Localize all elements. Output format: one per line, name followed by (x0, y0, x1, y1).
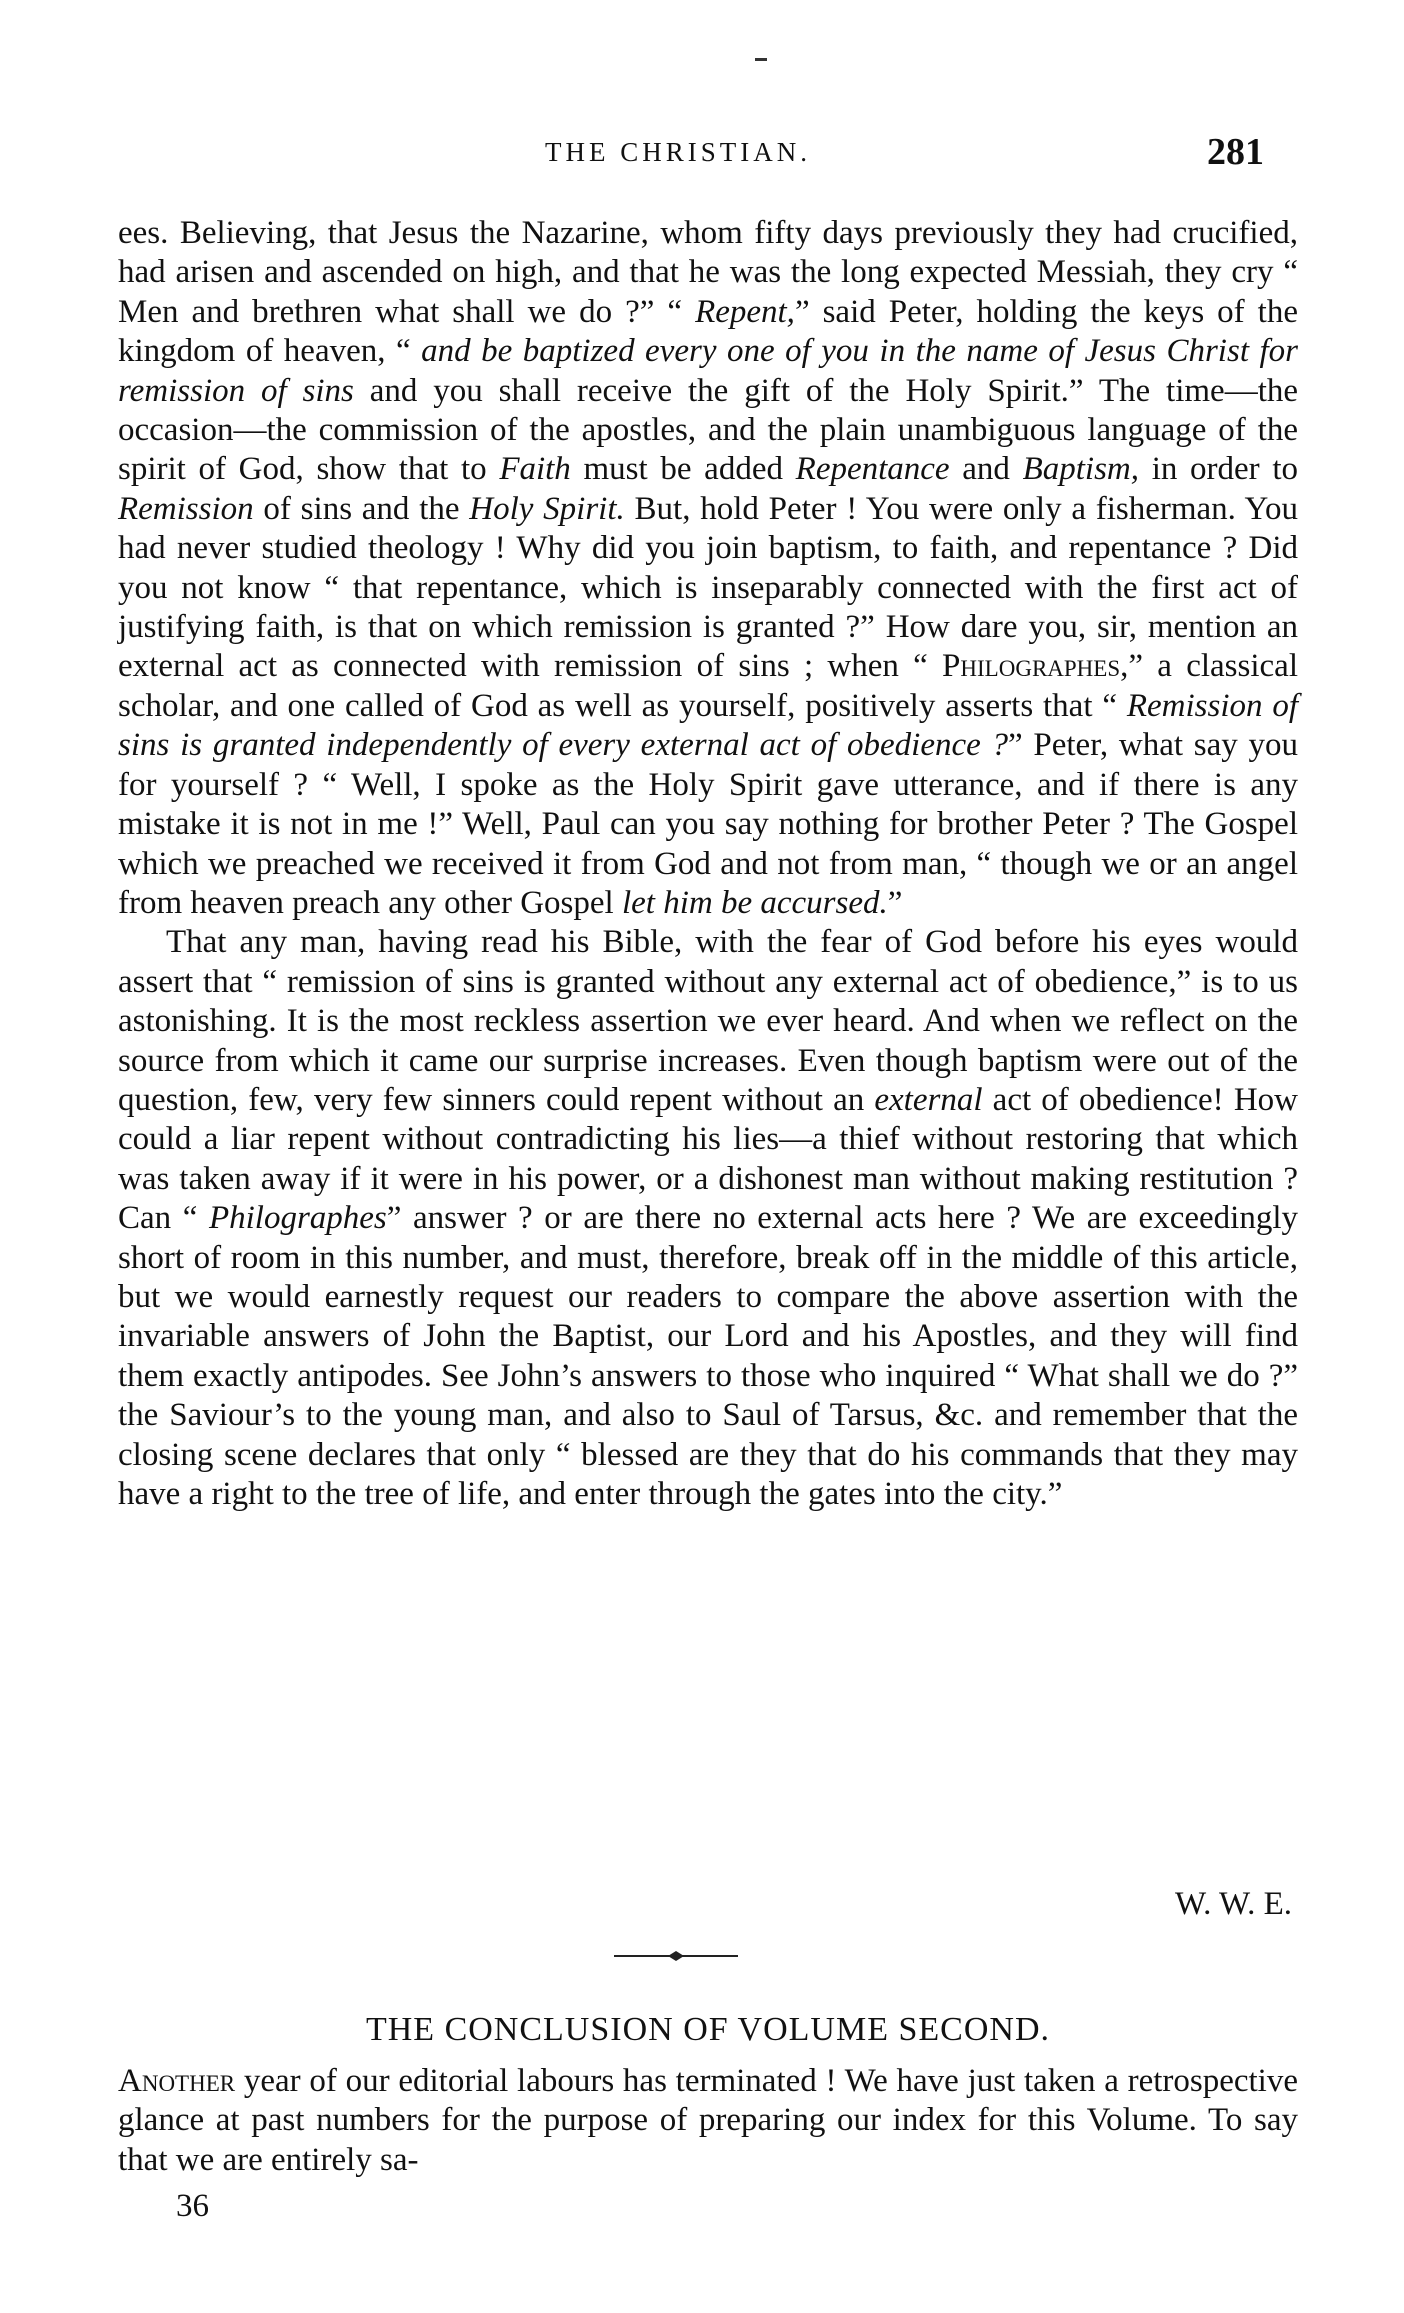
italic-run: Remission (118, 490, 254, 527)
text-run: and you shall receive the gift of the Holy Spirit.” The time—the occasion—the commission of the apostles, and the plain unambiguous language of the spirit of God, show that to (118, 372, 1299, 488)
italic-run: external (874, 1081, 983, 1118)
italic-run: Baptism, (1022, 451, 1140, 488)
text-run: of sins and the (253, 490, 470, 527)
text-run: and (949, 451, 1023, 488)
section-divider (612, 1946, 740, 1966)
article-paragraph-1 (118, 214, 1298, 923)
text-run: ” a classical scholar, and one called of God as well as yourself, positively asserts that “ (118, 648, 1298, 724)
conclusion-body (118, 2062, 1298, 2180)
italic-run: and be baptized every one of you in the name of Jesus Christ for remission of sins (118, 333, 1298, 409)
article-body (118, 214, 1298, 1514)
text-run: ees. Believing, that Jesus the Nazarine, whom fifty days previously they had crucified, had arisen and ascended on high, and that he was the long expected Messiah, they cry “ Men and brethren what shall we do ?” “ (118, 215, 1298, 330)
text-run: ” answer ? or are there no external acts here ? We are exceedingly short of room in this number, and must, therefore, break off in the middle of this article, but we would earnestly request our readers to compare the above assertion with the invariable answers of John the Baptist, our Lord and his Apostles, and they will find them exactly antipodes. See John’s answers to those who inquired “ What shall we do ?” the Saviour’s to the young man, and also to Saul of Tarsus, &c. and remember that the closing scene declares that only “ blessed are they that do his commands that they may have a right to the tree of life, and enter through the gates into the city.” (118, 1200, 1298, 1512)
section-title: THE CONCLUSION OF VOLUME SECOND. (365, 2011, 1050, 2048)
italic-run: Repentance (795, 451, 950, 488)
italic-run: Repent, (695, 293, 795, 330)
text-run: in order to (1139, 451, 1299, 488)
text-run: ” said Peter, holding the keys of the kingdom of heaven, “ (118, 293, 1298, 370)
article-paragraph-2 (118, 923, 1298, 1514)
text-run: That any man, having read his Bible, with the fear of God before his eyes would assert that “ remission of sins is granted without any external act of obedience,” is to us astonishing. It is the most reckless assertion we ever heard. And when we reflect on the source from which it came our surprise increases. Even though baptism were out of the question, few, very few sinners could repent without an (118, 924, 1298, 1118)
text-run: ” (887, 884, 903, 921)
italic-run: Philographes (208, 1200, 387, 1237)
signature-mark: 36 (176, 2188, 209, 2224)
small-caps-run: Philographes, (942, 648, 1129, 685)
conclusion-paragraph (118, 2062, 1298, 2180)
author-signature: W. W. E. (1174, 1886, 1292, 1922)
print-mark (755, 58, 767, 61)
text-run: must be added (570, 451, 796, 488)
text-run: act of obedience! How could a liar repent without contradicting his lies—a thief without restoring that which was taken away if it were in his power, or a dishonest man without making restitution ? Can “ (118, 1081, 1298, 1237)
italic-run: let him be accursed. (621, 884, 888, 921)
italic-run: Remission of sins is granted independently of every external act of obedience ? (118, 687, 1298, 764)
lead-word: Another (118, 2063, 236, 2099)
running-title: THE CHRISTIAN. (545, 137, 811, 167)
text-run: ” Peter, what say you for yourself ? “ Well, I spoke as the Holy Spirit gave utterance, and if there is any mistake it is not in me !” Well, Paul can you say nothing for brother Peter ? The Gospel which we preached we received it from God and not from man, “ though we or an angel from heaven preach any other Gospel (118, 727, 1298, 921)
page-number: 281 (1207, 131, 1264, 173)
italic-run: Faith (499, 451, 571, 488)
text-run: But, hold Peter ! You were only a fisherman. You had never studied theology ! Why did you join baptism, to faith, and repentance ? Did you not know “ that repentance, which is inseparably connected with the first act of justifying faith, is that on which remission is granted ?” How dare you, sir, mention an external act as connected with remission of sins ; when “ (118, 490, 1298, 685)
text-run: year of our editorial labours has terminated ! We have just taken a retrospective glance at past numbers for the purpose of preparing our index for this Volume. To say that we are entirely sa- (118, 2063, 1298, 2178)
running-head (0, 130, 1404, 174)
italic-run: Holy Spirit. (469, 490, 625, 527)
